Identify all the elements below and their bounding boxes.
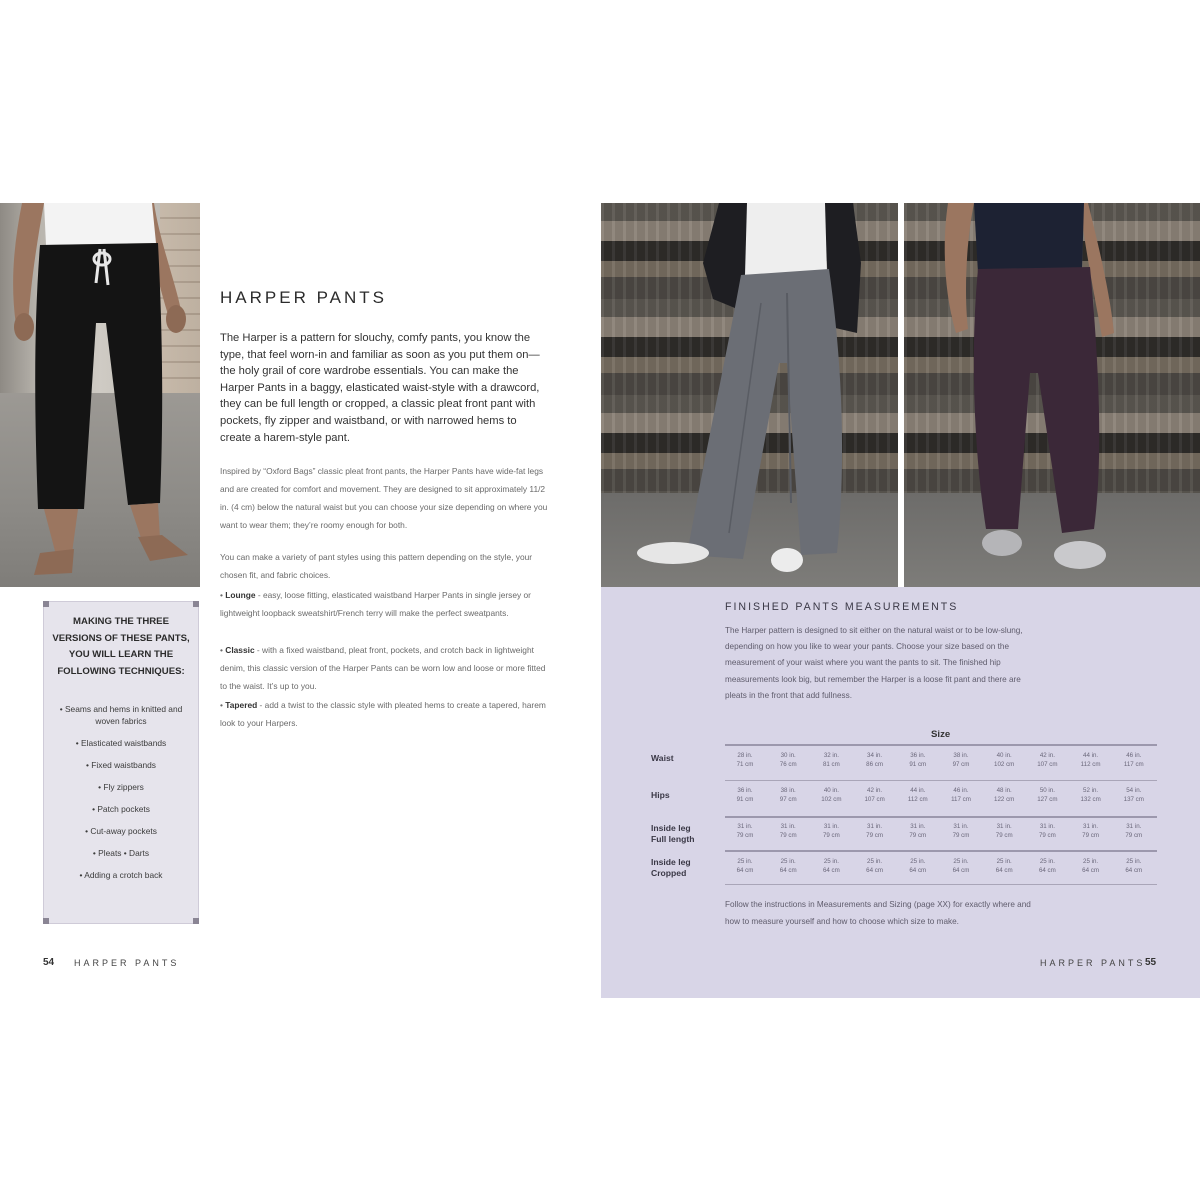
cell-inches: 31 in. [1083, 823, 1099, 830]
table-cell [1114, 822, 1154, 840]
cell-inches: 25 in. [867, 858, 883, 865]
cell-inches: 44 in. [910, 787, 926, 794]
cell-cm: 91 cm [736, 796, 754, 803]
cell-cm: 79 cm [1038, 832, 1056, 839]
table-rule [725, 816, 1157, 818]
table-cell [768, 822, 808, 840]
table-cell [1027, 857, 1067, 875]
cell-inches: 44 in. [1083, 752, 1099, 759]
cell-cm: 107 cm [1037, 761, 1058, 768]
style-name: Lounge [225, 590, 256, 600]
table-cell [855, 857, 895, 875]
cell-cm: 132 cm [1080, 796, 1101, 803]
table-cell [725, 822, 765, 840]
page-title: HARPER PANTS [220, 288, 387, 307]
table-rule [725, 850, 1157, 852]
cell-inches: 31 in. [1039, 823, 1055, 830]
cell-inches: 25 in. [780, 858, 796, 865]
table-cell [1027, 822, 1067, 840]
cell-cm: 79 cm [736, 832, 754, 839]
table-cell [725, 751, 765, 769]
table-cell [1027, 751, 1067, 769]
cell-inches: 25 in. [910, 858, 926, 865]
cell-cm: 102 cm [994, 761, 1015, 768]
cell-cm: 81 cm [822, 761, 840, 768]
cell-inches: 31 in. [780, 823, 796, 830]
cell-cm: 97 cm [952, 761, 970, 768]
style-description: - with a fixed waistband, pleat front, pockets, and crotch back in lightweight denim, this classic version of the Harper Pants can be worn low and loose or more fitted to the waist. It’s up to you. [220, 645, 546, 691]
technique-item: • Fly zippers [98, 781, 144, 792]
measurements-title: FINISHED PANTS MEASUREMENTS [725, 601, 959, 613]
cell-inches: 34 in. [867, 752, 883, 759]
cell-inches: 25 in. [823, 858, 839, 865]
table-row [725, 822, 1157, 852]
cell-inches: 31 in. [737, 823, 753, 830]
cell-inches: 31 in. [953, 823, 969, 830]
cell-inches: 40 in. [823, 787, 839, 794]
cell-cm: 117 cm [951, 796, 971, 803]
table-cell [1071, 786, 1111, 804]
table-cell [855, 786, 895, 804]
table-cell [768, 751, 808, 769]
cell-cm: 91 cm [909, 761, 927, 768]
table-cell [941, 786, 981, 804]
cell-inches: 38 in. [780, 787, 796, 794]
body-paragraph-variety: You can make a variety of pant styles using this pattern depending on the style, your chosen fit, and fabric choices. [220, 552, 533, 580]
measurements-footnote: Follow the instructions in Measurements and Sizing (page XX) for exactly where and how to measure yourself and how to choose which size to make. [725, 900, 1031, 926]
table-cell [811, 822, 851, 840]
cell-cm: 79 cm [779, 832, 797, 839]
cell-inches: 32 in. [823, 752, 839, 759]
cell-inches: 25 in. [953, 858, 969, 865]
table-cell [811, 751, 851, 769]
row-label-inside-leg-full: Inside leg Full length [651, 823, 695, 844]
model-figure-tapered [904, 203, 1200, 587]
cell-cm: 127 cm [1037, 796, 1058, 803]
cell-cm: 76 cm [779, 761, 797, 768]
cell-inches: 31 in. [1126, 823, 1142, 830]
table-cell [768, 857, 808, 875]
cell-inches: 52 in. [1083, 787, 1099, 794]
table-cell [984, 751, 1024, 769]
cell-cm: 64 cm [822, 867, 840, 874]
cell-inches: 42 in. [1039, 752, 1055, 759]
technique-item: • Seams and hems in knitted and woven fabrics [59, 704, 183, 726]
page-number-right: 55 [1145, 957, 1157, 968]
running-footer-right: HARPER PANTS [1040, 958, 1146, 968]
techniques-box [43, 601, 199, 924]
cell-cm: 102 cm [821, 796, 842, 803]
cell-cm: 86 cm [866, 761, 884, 768]
table-cell [898, 857, 938, 875]
table-row [725, 751, 1157, 781]
technique-item: • Pleats • Darts [92, 847, 150, 858]
table-cell [984, 822, 1024, 840]
table-cell [1071, 822, 1111, 840]
style-name: Tapered [225, 700, 258, 710]
cell-cm: 79 cm [866, 832, 884, 839]
cell-cm: 79 cm [1082, 832, 1100, 839]
corner-mark [193, 918, 199, 924]
cell-cm: 137 cm [1123, 796, 1144, 803]
cell-inches: 46 in. [1126, 752, 1142, 759]
style-name: Classic [225, 645, 255, 655]
table-cell [811, 857, 851, 875]
row-label-hips: Hips [651, 790, 670, 800]
cell-inches: 25 in. [1039, 858, 1055, 865]
cell-cm: 107 cm [864, 796, 885, 803]
technique-item: • Elasticated waistbands [75, 737, 167, 748]
table-cell [1071, 857, 1111, 875]
technique-item: • Fixed waistbands [86, 759, 156, 770]
table-cell [855, 751, 895, 769]
corner-mark [193, 601, 199, 607]
cell-cm: 64 cm [779, 867, 797, 874]
technique-item: • Adding a crotch back [79, 869, 163, 880]
cell-cm: 79 cm [1125, 832, 1143, 839]
table-cell [725, 786, 765, 804]
table-cell [811, 786, 851, 804]
row-label-waist: Waist [651, 753, 674, 763]
table-row [725, 857, 1157, 887]
cell-cm: 64 cm [1038, 867, 1056, 874]
intro-paragraph: The Harper is a pattern for slouchy, comfy pants, you know the type, that feel worn-in and familiar as soon as you put them on—the holy grail of core wardrobe essentials. You can make the Harper Pants in a baggy, elasticated waist-style with a drawcord, they can be full length or cropped, a classic pleat front pant with pockets, fly zipper and waistband, or with narrowed hems to create a harem-style pant. [220, 332, 540, 444]
cell-inches: 54 in. [1126, 787, 1142, 794]
table-cell [1114, 751, 1154, 769]
table-cell [1027, 786, 1067, 804]
cell-cm: 64 cm [952, 867, 970, 874]
cell-inches: 38 in. [953, 752, 969, 759]
cell-cm: 64 cm [1082, 867, 1100, 874]
table-cell [898, 751, 938, 769]
model-figure-lounge [0, 203, 200, 587]
page-number-left: 54 [43, 957, 55, 968]
cell-inches: 25 in. [1083, 858, 1099, 865]
table-cell [898, 822, 938, 840]
table-rule [725, 744, 1157, 746]
cell-cm: 112 cm [907, 796, 928, 803]
cell-inches: 25 in. [996, 858, 1012, 865]
table-cell [898, 786, 938, 804]
style-item-lounge: • Lounge - easy, loose fitting, elasticated waistband Harper Pants in single jersey or lightweight loopback sweatshirt/French terry will make the perfect sweatpants. [220, 590, 531, 618]
photo-classic-pants [601, 203, 898, 587]
table-row [725, 786, 1157, 816]
table-cell [1071, 751, 1111, 769]
table-cell [941, 822, 981, 840]
table-rule [725, 780, 1157, 781]
cell-cm: 122 cm [994, 796, 1015, 803]
measurements-panel [601, 587, 1200, 998]
cell-cm: 64 cm [909, 867, 927, 874]
table-rule [725, 884, 1157, 885]
cell-inches: 40 in. [996, 752, 1012, 759]
table-cell [941, 751, 981, 769]
table-cell [984, 857, 1024, 875]
table-cell [768, 786, 808, 804]
style-description: - add a twist to the classic style with pleated hems to create a tapered, harem look to your Harpers. [220, 700, 546, 728]
corner-mark [43, 601, 49, 607]
style-item-classic: • Classic - with a fixed waistband, pleat front, pockets, and crotch back in lightweight denim, this classic version of the Harper Pants can be worn low and loose or more fitted to the waist. It’s up to you. [220, 645, 546, 691]
techniques-heading: MAKING THE THREE VERSIONS OF THESE PANTS, YOU WILL LEARN THE FOLLOWING TECHNIQUES: [52, 616, 190, 677]
cell-inches: 36 in. [910, 752, 926, 759]
table-cell [725, 857, 765, 875]
table-cell [1114, 786, 1154, 804]
cell-inches: 31 in. [867, 823, 883, 830]
table-cell [855, 822, 895, 840]
cell-inches: 25 in. [737, 858, 753, 865]
cell-inches: 31 in. [823, 823, 839, 830]
cell-cm: 71 cm [736, 761, 754, 768]
cell-cm: 117 cm [1123, 761, 1144, 768]
running-footer-left: HARPER PANTS [74, 958, 180, 968]
techniques-list [50, 704, 192, 892]
cell-inches: 31 in. [910, 823, 926, 830]
style-item-tapered: • Tapered - add a twist to the classic style with pleated hems to create a tapered, harem look to your Harpers. [220, 700, 546, 728]
row-label-inside-leg-cropped: Inside leg Cropped [651, 857, 691, 878]
cell-cm: 64 cm [736, 867, 754, 874]
model-figure-classic [601, 203, 898, 587]
corner-mark [43, 918, 49, 924]
table-cell [1114, 857, 1154, 875]
cell-inches: 48 in. [996, 787, 1012, 794]
body-paragraph-oxford-bags: Inspired by “Oxford Bags” classic pleat front pants, the Harper Pants have wide-fat legs and are created for comfort and movement. They are designed to sit approximately 11/2 in. (4 cm) below the natural waist but you can choose your size depending on where you want to wear them; they’re roomy enough for both. [220, 466, 548, 530]
cell-inches: 42 in. [867, 787, 883, 794]
cell-cm: 79 cm [909, 832, 927, 839]
style-description: - easy, loose fitting, elasticated waistband Harper Pants in single jersey or lightweight loopback sweatshirt/French terry will make the perfect sweatpants. [220, 590, 531, 618]
cell-inches: 30 in. [780, 752, 796, 759]
cell-cm: 64 cm [1125, 867, 1143, 874]
cell-inches: 50 in. [1039, 787, 1055, 794]
cell-inches: 46 in. [953, 787, 969, 794]
cell-cm: 79 cm [995, 832, 1013, 839]
cell-cm: 64 cm [995, 867, 1013, 874]
cell-cm: 79 cm [952, 832, 970, 839]
cell-inches: 25 in. [1126, 858, 1142, 865]
cell-inches: 31 in. [996, 823, 1012, 830]
photo-tapered-pants [904, 203, 1200, 587]
cell-cm: 64 cm [866, 867, 884, 874]
measurements-intro: The Harper pattern is designed to sit either on the natural waist or to be low-slung, depending on how you like to wear your pants. Choose your size based on the measurement of your waist where you want the pants to sit. The finished hip measurements look big, but remember the Harper is a loose fit pant and there are pleats in the front that add fullness. [725, 626, 1023, 700]
cell-inches: 36 in. [737, 787, 753, 794]
cell-cm: 97 cm [779, 796, 797, 803]
cell-cm: 79 cm [822, 832, 840, 839]
cell-inches: 28 in. [737, 752, 753, 759]
photo-lounge-pants [0, 203, 200, 587]
size-header: Size [931, 729, 951, 740]
cell-cm: 112 cm [1080, 761, 1101, 768]
table-cell [984, 786, 1024, 804]
technique-item: • Cut-away pockets [85, 825, 157, 836]
table-cell [941, 857, 981, 875]
technique-item: • Patch pockets [92, 803, 150, 814]
